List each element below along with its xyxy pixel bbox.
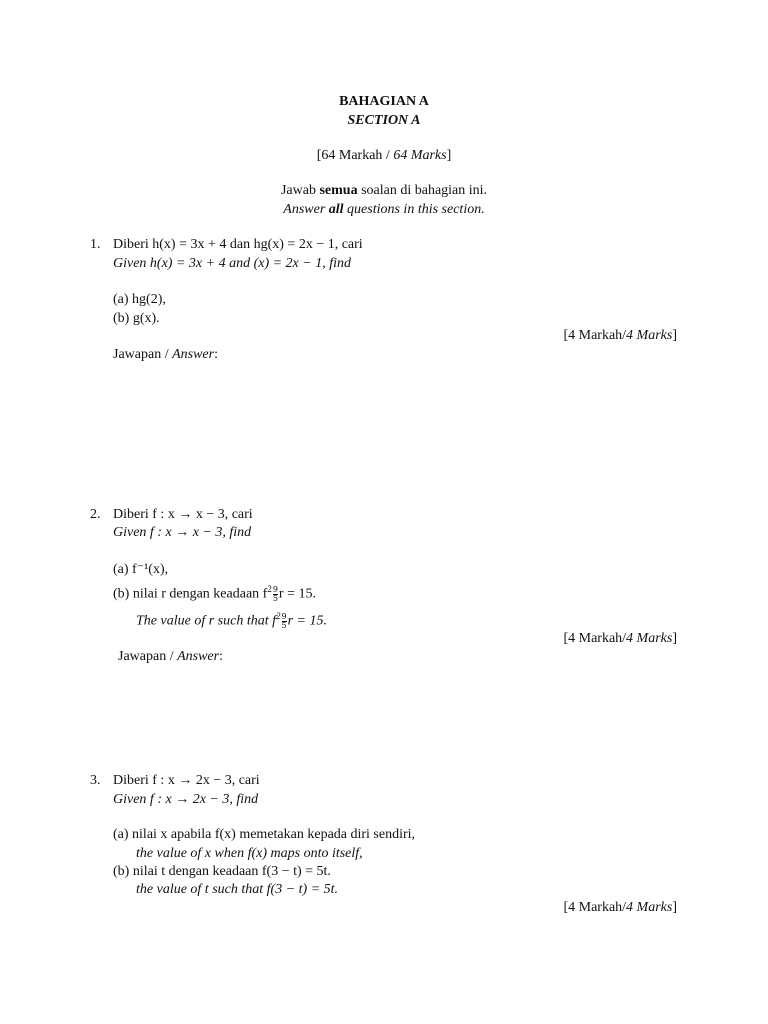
question-2-part-b-post: r = 15. xyxy=(278,586,316,602)
fraction-numerator: 9 xyxy=(272,584,278,594)
question-2-stem-en: Given f : x → x − 3, find xyxy=(113,525,252,540)
question-2-part-b xyxy=(113,581,316,603)
question-2-answer-label xyxy=(118,649,223,665)
question-3-stem-ms: Diberi f : x → 2x − 3, cari xyxy=(113,773,260,788)
question-1-marks-ms: [4 Markah/ xyxy=(563,328,627,343)
section-marks xyxy=(0,148,768,164)
question-2-marks-close: ] xyxy=(672,631,677,646)
fraction-denominator: 5 xyxy=(272,593,278,603)
question-1-marks-en: 4 Marks xyxy=(626,328,673,343)
question-3-marks-ms: [4 Markah/ xyxy=(563,900,627,915)
question-2-marks-en: 4 Marks xyxy=(626,631,673,646)
instruction-en xyxy=(0,202,768,218)
question-3-part-a-en: the value of x when f(x) maps onto itself, xyxy=(136,846,363,861)
question-1-marks-close: ] xyxy=(672,328,677,343)
instruction-en-bold: all xyxy=(328,202,344,217)
instruction-ms-text-2: soalan di bahagian ini. xyxy=(357,183,488,198)
question-3-number: 3. xyxy=(90,773,101,788)
question-2-stem-ms: Diberi f : x → x − 3, cari xyxy=(113,507,253,522)
question-1-answer-colon: : xyxy=(214,347,218,362)
question-1-marks xyxy=(563,328,677,344)
question-2-part-b-en-sup: 2 xyxy=(276,611,281,621)
section-marks-close: ] xyxy=(446,148,452,163)
fraction-denominator: 5 xyxy=(281,620,287,630)
question-2-part-b-sup: 2 xyxy=(267,584,272,594)
section-title: BAHAGIAN A xyxy=(339,94,429,109)
question-1-number: 1. xyxy=(90,237,101,252)
question-2-answer-colon: : xyxy=(219,649,223,664)
question-2-marks xyxy=(563,631,677,647)
question-2-part-b-en xyxy=(136,608,327,630)
section-title-en: SECTION A xyxy=(347,113,421,128)
question-3-stem-en: Given f : x → 2x − 3, find xyxy=(113,792,259,807)
question-2-part-b-text: (b) nilai r dengan keadaan f xyxy=(113,586,268,602)
question-3-marks-en: 4 Marks xyxy=(626,900,673,915)
question-2-part-b-en-post: r = 15. xyxy=(287,613,327,629)
question-2-answer-en: Answer xyxy=(177,649,220,664)
section-marks-en: 64 Marks xyxy=(393,148,447,163)
question-1-part-a: (a) hg(2), xyxy=(113,292,166,307)
fraction-numerator: 9 xyxy=(281,611,287,621)
question-2-marks-ms: [4 Markah/ xyxy=(563,631,627,646)
instruction-ms xyxy=(0,183,768,199)
question-1-stem-en: Given h(x) = 3x + 4 and (x) = 2x − 1, find xyxy=(113,256,351,271)
question-1-part-b: (b) g(x). xyxy=(113,311,160,326)
question-1-answer-ms: Jawapan / xyxy=(113,347,173,362)
section-marks-ms: [64 Markah / xyxy=(316,148,394,163)
instruction-en-text-2: questions in this section. xyxy=(343,202,485,217)
question-1-answer-en: Answer xyxy=(172,347,215,362)
question-3-marks xyxy=(563,900,677,916)
instruction-en-text: Answer xyxy=(283,202,329,217)
instruction-ms-bold: semua xyxy=(319,183,358,198)
question-2-answer-ms: Jawapan / xyxy=(118,649,178,664)
question-1-stem-ms: Diberi h(x) = 3x + 4 dan hg(x) = 2x − 1, cari xyxy=(113,237,363,252)
question-2-part-b-fraction xyxy=(273,586,278,603)
question-2-part-a: (a) f⁻¹(x), xyxy=(113,562,169,577)
question-2-part-b-en-text: The value of r such that f xyxy=(136,613,276,629)
question-3-part-a: (a) nilai x apabila f(x) memetakan kepada diri sendiri, xyxy=(113,827,416,842)
question-3-part-b-en: the value of t such that f(3 − t) = 5t. xyxy=(136,882,339,897)
question-3-part-b: (b) nilai t dengan keadaan f(3 − t) = 5t. xyxy=(113,864,331,879)
question-3-marks-close: ] xyxy=(672,900,677,915)
question-2-part-b-en-fraction xyxy=(282,613,287,630)
question-2-number: 2. xyxy=(90,507,101,522)
question-1-answer-label xyxy=(113,347,218,363)
instruction-ms-text: Jawab xyxy=(280,183,320,198)
